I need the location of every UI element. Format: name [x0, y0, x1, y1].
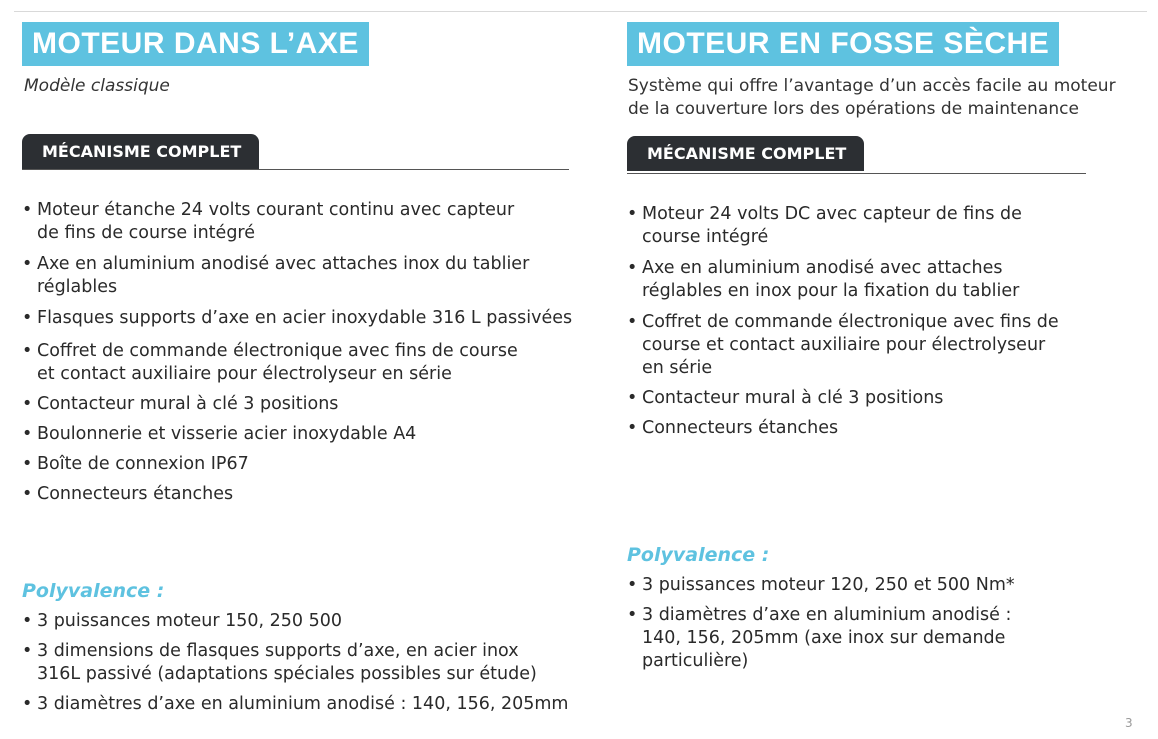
list-item: • Flasques supports d’axe en acier inoxydable 316 L passivées: [22, 307, 572, 330]
list-item: • Connecteurs étanches: [22, 483, 572, 506]
list-item: • Axe en aluminium anodisé avec attaches réglables en inox pour la fixation du tablier: [627, 257, 1059, 303]
list-item: • 3 diamètres d’axe en aluminium anodisé : 140, 156, 205mm: [22, 693, 568, 716]
list-item: • 3 puissances moteur 120, 250 et 500 Nm*: [627, 574, 1015, 597]
list-item: • Moteur 24 volts DC avec capteur de fins de course intégré: [627, 203, 1059, 249]
right-feature-list: [627, 203, 1059, 440]
list-item: • Coffret de commande électronique avec fins de course et contact auxiliaire pour électrolyseur en série: [627, 311, 1059, 380]
left-title: MOTEUR DANS L’AXE: [22, 22, 369, 66]
list-item: • 3 puissances moteur 150, 250 500: [22, 610, 568, 633]
left-section-rule: [22, 169, 569, 170]
list-item: • Contacteur mural à clé 3 positions: [22, 393, 572, 416]
list-item: • Boulonnerie et visserie acier inoxydable A4: [22, 423, 572, 446]
right-description: Système qui offre l’avantage d’un accès facile au moteur de la couverture lors des opérations de maintenance: [628, 76, 1116, 119]
top-divider: [14, 11, 1147, 12]
list-item: • Coffret de commande électronique avec fins de course et contact auxiliaire pour électrolyseur en série: [22, 340, 572, 386]
list-item: • Axe en aluminium anodisé avec attaches inox du tablier réglables: [22, 253, 572, 299]
list-item: • Moteur étanche 24 volts courant continu avec capteur de fins de course intégré: [22, 199, 572, 245]
left-polyvalence-list: [22, 610, 568, 716]
left-feature-list: [22, 199, 572, 506]
list-item: • 3 dimensions de flasques supports d’axe, en acier inox 316L passivé (adaptations spéciales possibles sur étude): [22, 640, 568, 686]
left-section-label: MÉCANISME COMPLET: [22, 134, 259, 169]
right-polyvalence-list: [627, 574, 1015, 673]
right-polyvalence-heading: Polyvalence :: [627, 544, 770, 566]
list-item: • Contacteur mural à clé 3 positions: [627, 387, 1059, 410]
list-item: • Connecteurs étanches: [627, 417, 1059, 440]
list-item: • 3 diamètres d’axe en aluminium anodisé : 140, 156, 205mm (axe inox sur demande particulière): [627, 604, 1015, 673]
left-subtitle: Modèle classique: [24, 76, 170, 96]
list-item: • Boîte de connexion IP67: [22, 453, 572, 476]
right-section-rule: [627, 173, 1086, 174]
left-polyvalence-heading: Polyvalence :: [22, 580, 165, 602]
right-section-label: MÉCANISME COMPLET: [627, 136, 864, 171]
page-number: 3: [1125, 716, 1133, 730]
right-title: MOTEUR EN FOSSE SÈCHE: [627, 22, 1059, 66]
